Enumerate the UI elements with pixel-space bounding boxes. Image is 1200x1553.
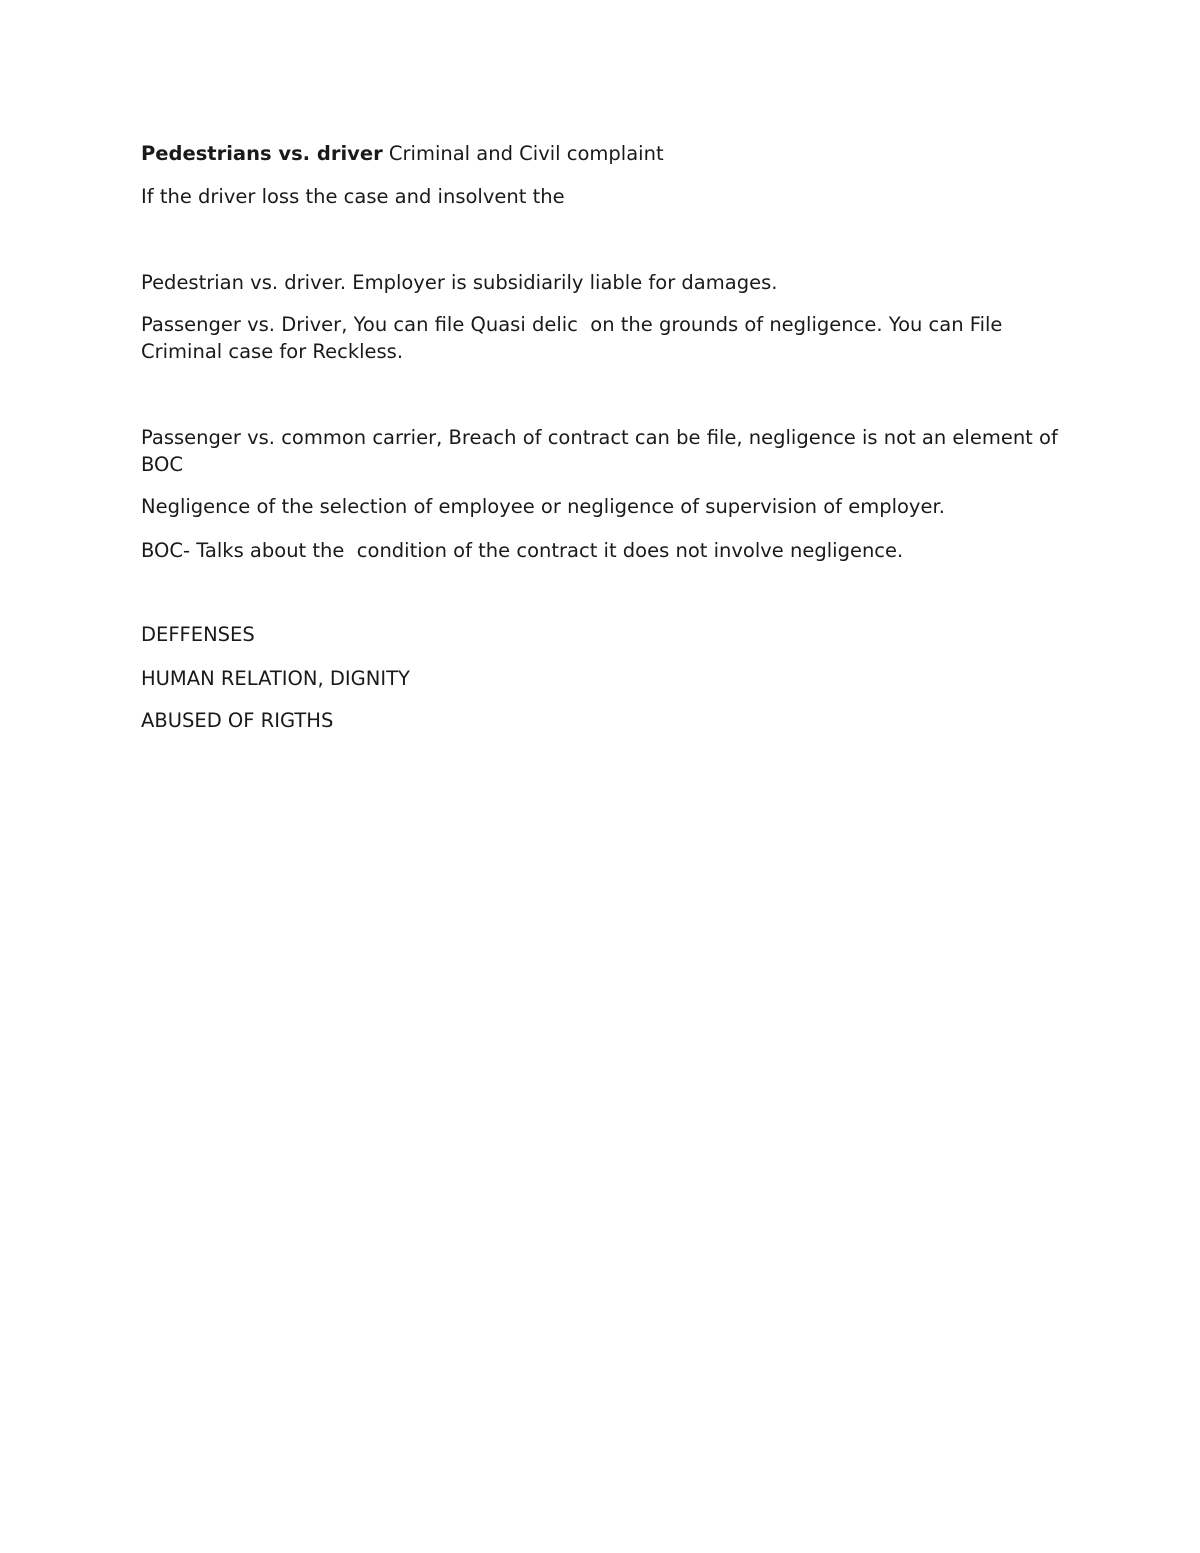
paragraph-employer-liable: Pedestrian vs. driver. Employer is subsidiarily liable for damages. bbox=[141, 271, 778, 294]
paragraph-quasi-delict: Passenger vs. Driver, You can file Quasi delic on the grounds of negligence. You can File Criminal case for Reckless. bbox=[141, 313, 1009, 363]
paragraph-common-carrier: Passenger vs. common carrier, Breach of contract can be file, negligence is not an element of BOC bbox=[141, 426, 1065, 476]
heading-rest: Criminal and Civil complaint bbox=[382, 142, 664, 165]
paragraph-defenses: DEFFENSES bbox=[141, 623, 255, 646]
heading-paragraph bbox=[141, 140, 1061, 167]
paragraph-boc: BOC- Talks about the condition of the contract it does not involve negligence. bbox=[141, 539, 904, 562]
paragraph-insolvent: If the driver loss the case and insolvent the bbox=[141, 185, 565, 208]
heading-bold-lead: Pedestrians vs. driver bbox=[141, 142, 383, 165]
paragraph-abused-rights: ABUSED OF RIGTHS bbox=[141, 709, 334, 732]
paragraph-human-relation: HUMAN RELATION, DIGNITY bbox=[141, 667, 410, 690]
paragraph-negligence-selection: Negligence of the selection of employee or negligence of supervision of employer. bbox=[141, 495, 945, 518]
